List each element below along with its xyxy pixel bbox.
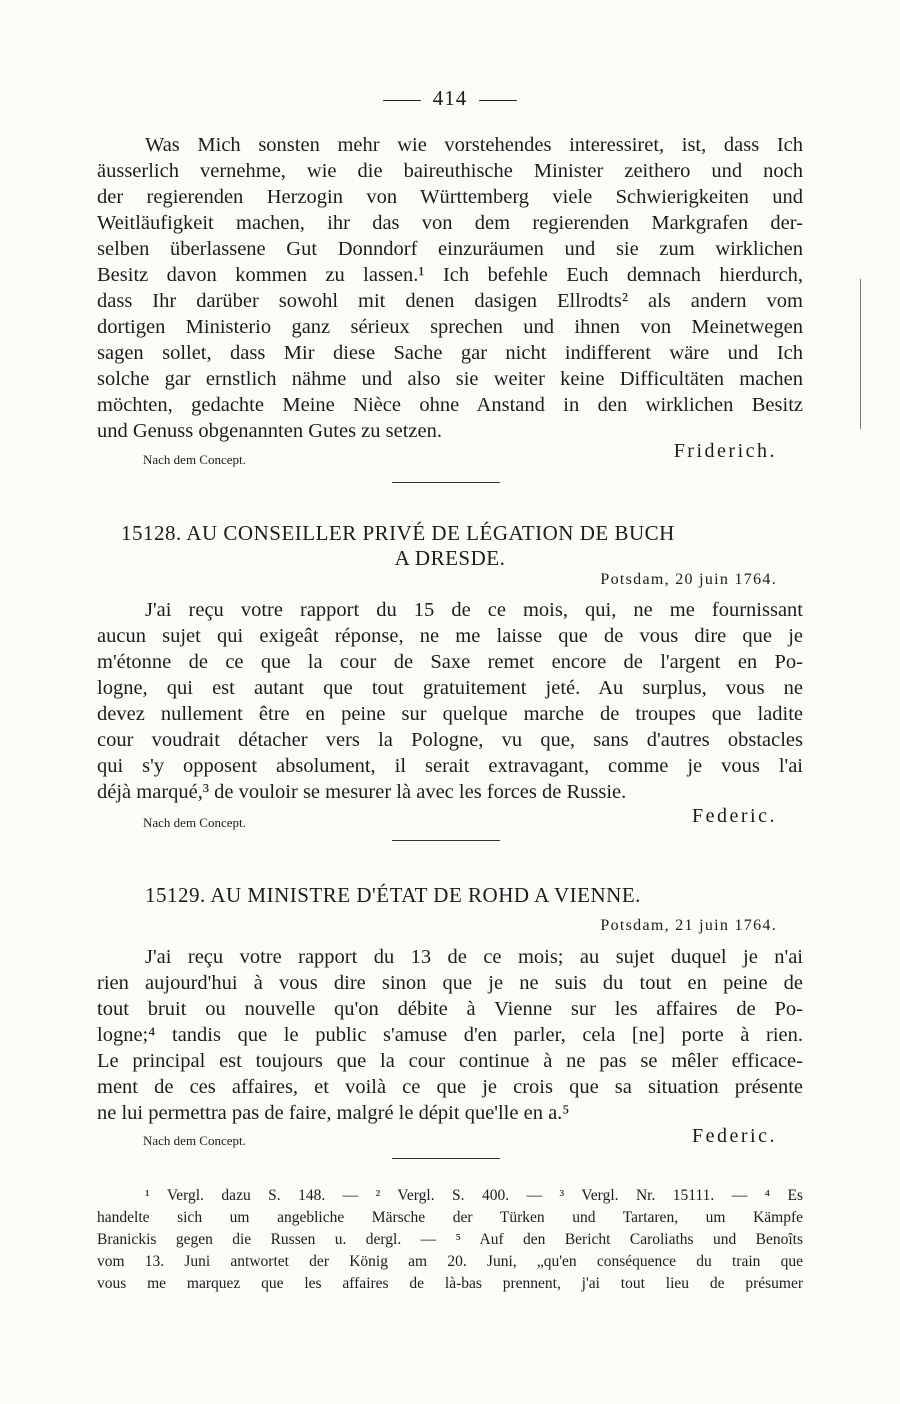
text-line: J'ai reçu votre rapport du 15 de ce mois, qui, ne me fournissant bbox=[145, 599, 803, 621]
text-line: devez nullement être en peine sur quelque marche de troupes que ladite bbox=[97, 703, 803, 725]
text-line: déjà marqué,³ de vouloir se mesurer là avec les forces de Russie. bbox=[97, 781, 627, 803]
footnotes bbox=[97, 1185, 803, 1295]
page-number: 414 bbox=[432, 86, 468, 110]
section-divider bbox=[392, 482, 500, 483]
text-line: ne lui permettra pas de faire, malgré le dépit que'lle en a.⁵ bbox=[97, 1102, 570, 1124]
text-line: Besitz davon kommen zu lassen.¹ Ich befehle Euch demnach hierdurch, bbox=[97, 264, 803, 286]
text-line: ment de ces affaires, et voilà ce que je crois que sa situation présente bbox=[97, 1076, 803, 1098]
header-dash-left bbox=[383, 100, 421, 101]
footnote-line: Branickis gegen die Russen u. dergl. — ⁵ Auf den Bericht Caroliaths und Benoîts bbox=[97, 1231, 803, 1248]
text-line: möchten, gedachte Meine Nièce ohne Anstand in den wirklichen Besitz bbox=[97, 394, 803, 416]
letter-title-line: 15129. AU MINISTRE D'ÉTAT DE ROHD A VIENNE. bbox=[145, 883, 641, 907]
text-line: dortigen Ministerio ganz sérieux sprechen und ihnen von Meinetwegen bbox=[97, 316, 803, 338]
signature: Friderich. bbox=[673, 440, 777, 462]
letter-title-line: 15128. AU CONSEILLER PRIVÉ DE LÉGATION DE BUCH bbox=[121, 521, 675, 545]
text-line: Was Mich sonsten mehr wie vorstehendes interessiret, ist, dass Ich bbox=[145, 134, 803, 156]
margin-mark bbox=[860, 279, 861, 429]
letter-title-line: A DRESDE. bbox=[394, 546, 506, 570]
text-line: Weitläufigkeit machen, ihr das von dem regierenden Markgrafen der- bbox=[97, 212, 803, 234]
footnote-line: ¹ Vergl. dazu S. 148. — ² Vergl. S. 400. — ³ Vergl. Nr. 15111. — ⁴ Es bbox=[145, 1187, 803, 1204]
section-divider bbox=[392, 1158, 500, 1159]
footnote-line: vom 13. Juni antwortet der König am 20. Juni, „qu'en conséquence du train que bbox=[97, 1253, 803, 1270]
text-line: tout bruit ou nouvelle qu'on débite à Vienne sur les affaires de Po- bbox=[97, 998, 803, 1020]
footnote-line: handelte sich um angebliche Märsche der Türken und Tartaren, um Kämpfe bbox=[97, 1209, 803, 1226]
text-line: cour voudrait détacher vers la Pologne, vu que, sans d'autres obstacles bbox=[97, 729, 803, 751]
signature: Federic. bbox=[692, 1125, 777, 1147]
source-note: Nach dem Concept. bbox=[143, 452, 246, 467]
text-line: Le principal est toujours que la cour continue à ne pas se mêler efficace- bbox=[97, 1050, 803, 1072]
letter-body bbox=[97, 944, 803, 1126]
page-header bbox=[97, 86, 803, 111]
text-line: dass Ihr darüber sowohl mit denen dasigen Ellrodts² als andern vom bbox=[97, 290, 803, 312]
text-line: sagen sollet, dass Mir diese Sache gar nicht indifferent wäre und Ich bbox=[97, 342, 803, 364]
source-note: Nach dem Concept. bbox=[143, 815, 246, 830]
text-line: J'ai reçu votre rapport du 13 de ce mois; au sujet duquel je n'ai bbox=[145, 946, 803, 968]
signature: Federic. bbox=[692, 805, 777, 827]
text-line: qui s'y opposent absolument, il serait extravagant, comme je vous l'ai bbox=[97, 755, 803, 777]
text-line: logne, qui est autant que tout gratuitement jeté. Au surplus, vous ne bbox=[97, 677, 803, 699]
header-dash-right bbox=[479, 100, 517, 101]
text-line: der regierenden Herzogin von Württemberg viele Schwierigkeiten und bbox=[97, 186, 803, 208]
text-line: m'étonne de ce que la cour de Saxe remet encore de l'argent en Po- bbox=[97, 651, 803, 673]
place-date: Potsdam, 20 juin 1764. bbox=[600, 571, 777, 588]
text-line: logne;⁴ tandis que le public s'amuse d'en parler, cela [ne] porte à rien. bbox=[97, 1024, 803, 1046]
text-line: selben überlassene Gut Donndorf einzuräumen und sie zum wirklichen bbox=[97, 238, 803, 260]
text-line: aucun sujet qui exigeât réponse, ne me laisse que de vous dire que je bbox=[97, 625, 803, 647]
intro-paragraph bbox=[97, 132, 803, 444]
letter-body bbox=[97, 597, 803, 805]
text-line: solche gar ernstlich nähme und also sie weiter keine Difficultäten machen bbox=[97, 368, 803, 390]
source-note: Nach dem Concept. bbox=[143, 1133, 246, 1148]
text-line: äusserlich vernehme, wie die baireuthische Minister zeithero und noch bbox=[97, 160, 803, 182]
letter-title bbox=[97, 883, 803, 908]
section-divider bbox=[392, 840, 500, 841]
letter-title bbox=[97, 521, 803, 571]
footnote-line: vous me marquez que les affaires de là-bas prennent, j'ai tout lieu de présumer bbox=[97, 1275, 803, 1292]
place-date: Potsdam, 21 juin 1764. bbox=[600, 917, 777, 934]
text-line: rien aujourd'hui à vous dire sinon que je ne suis du tout en peine de bbox=[97, 972, 803, 994]
text-line: und Genuss obgenannten Gutes zu setzen. bbox=[97, 420, 442, 442]
